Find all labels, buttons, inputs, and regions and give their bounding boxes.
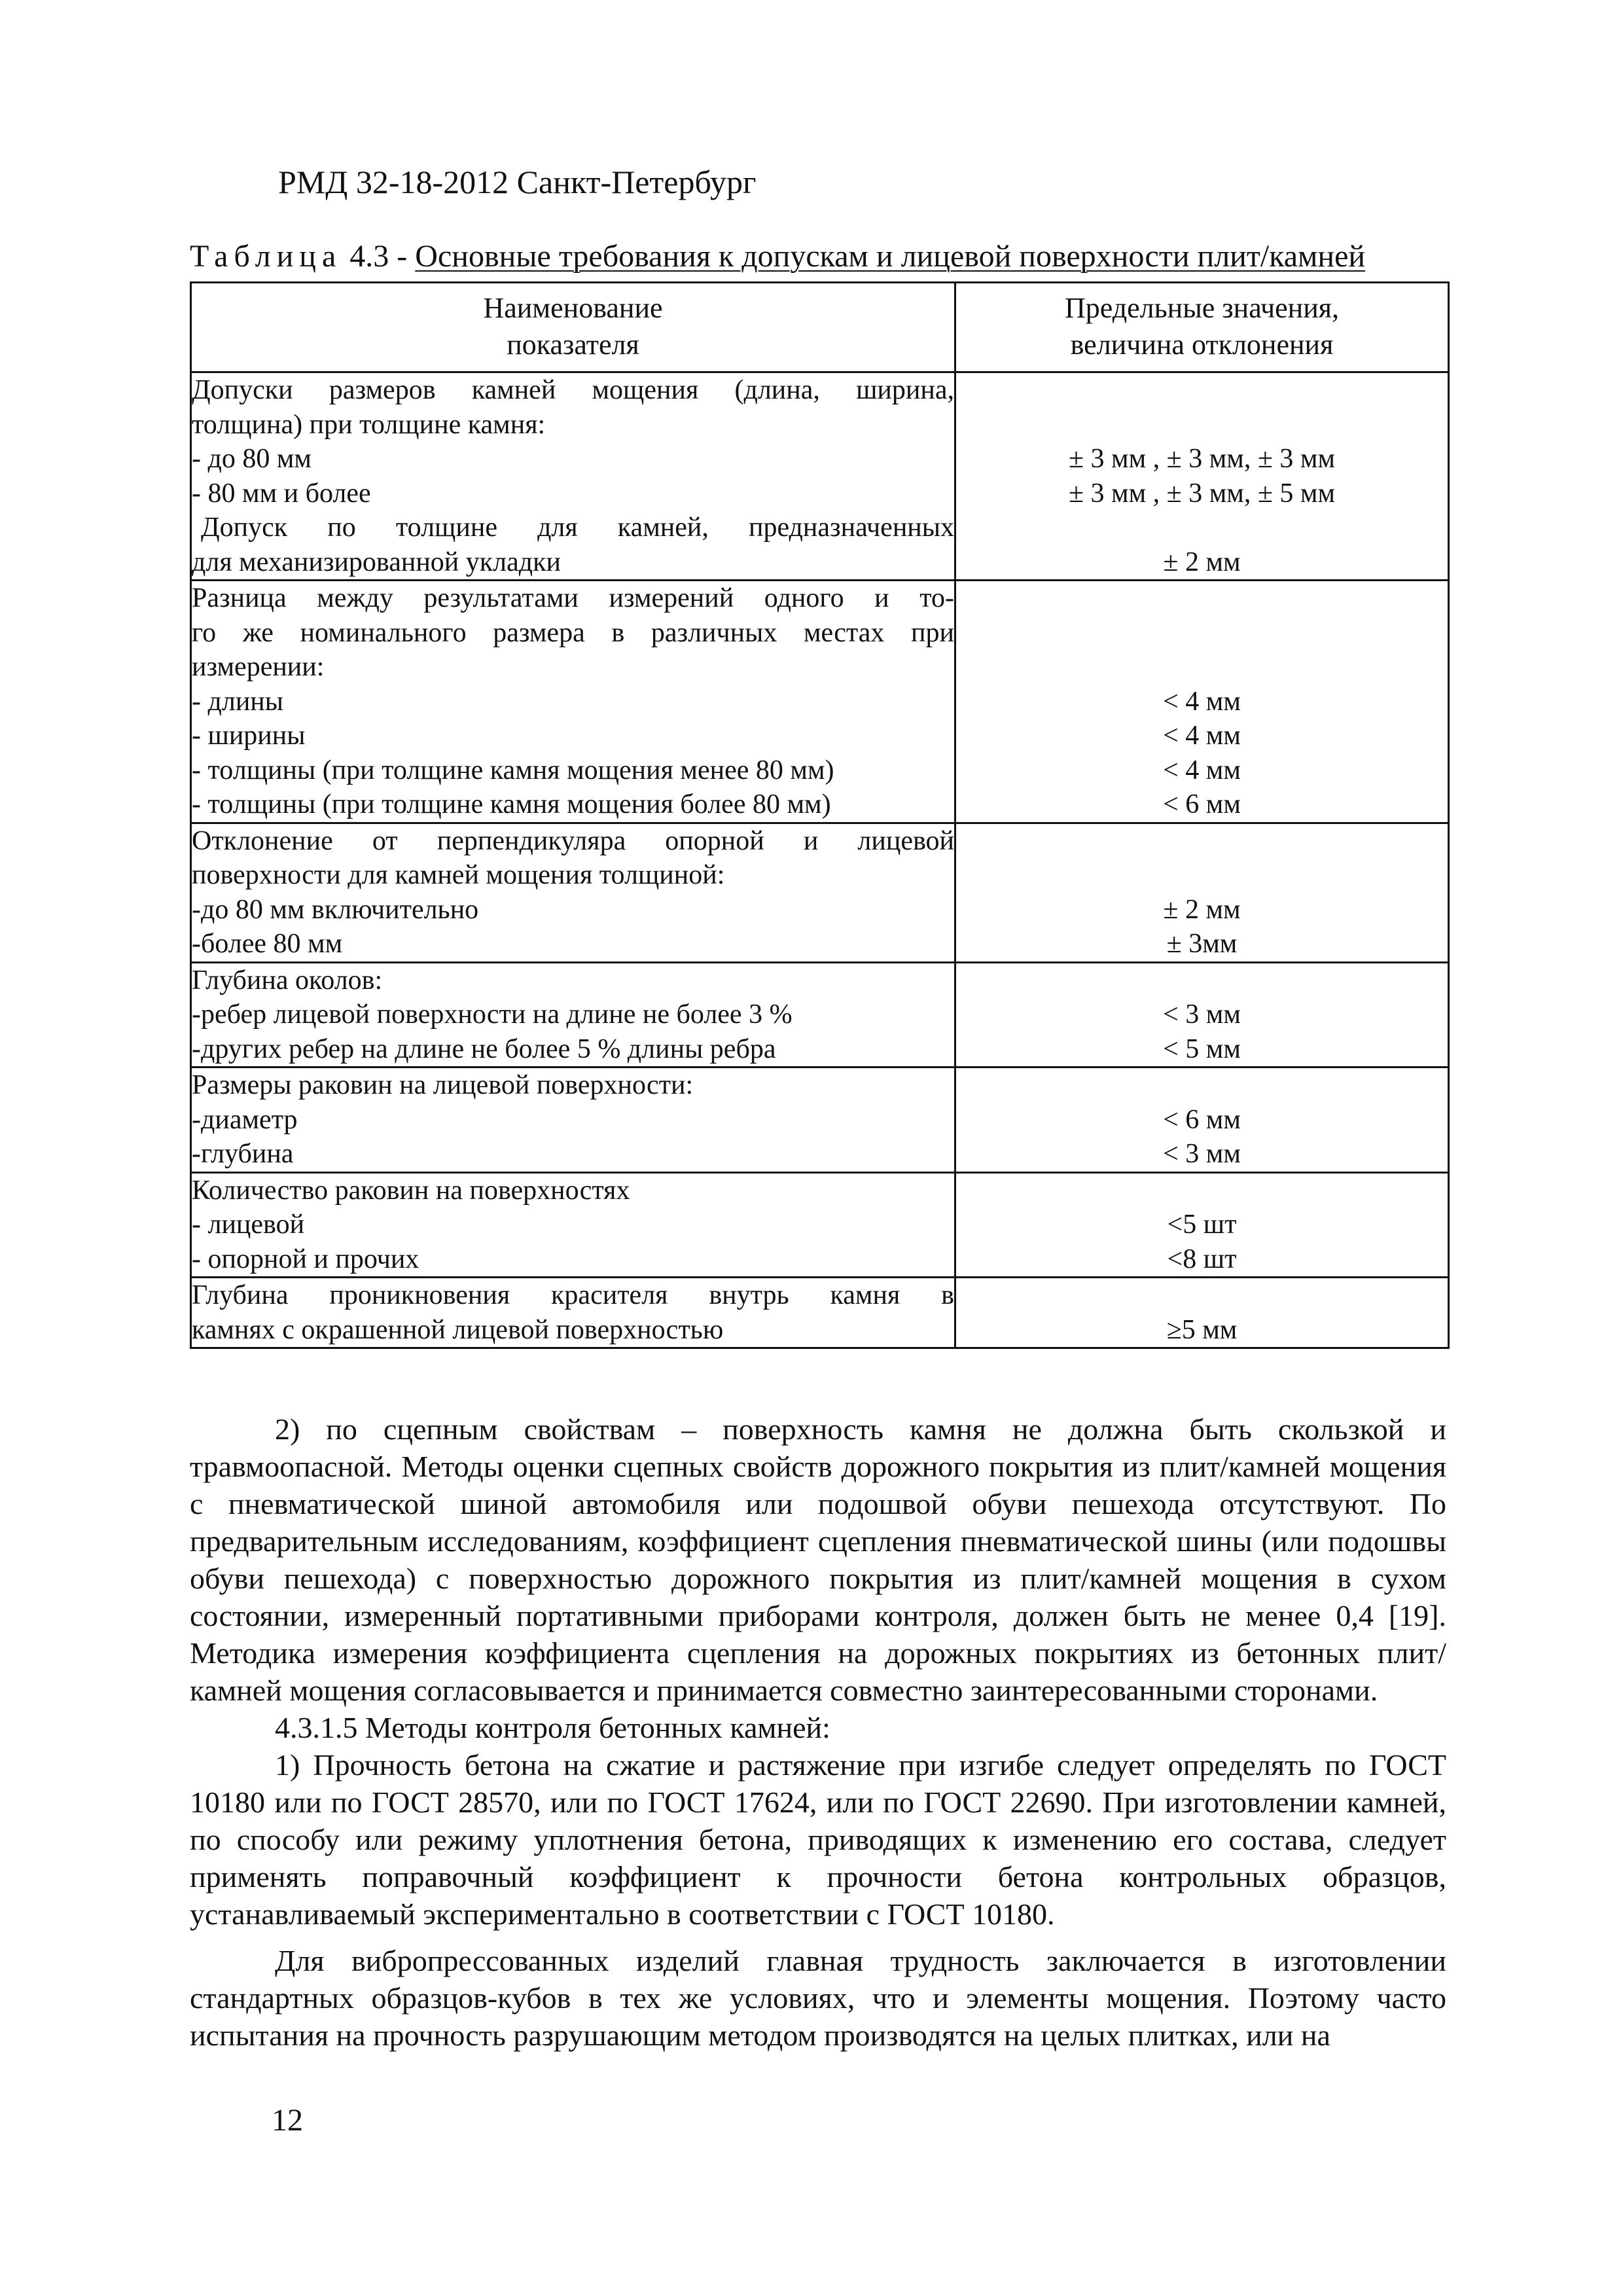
table-row [191,1172,1449,1278]
table-header-row [191,283,1449,372]
row-values: < 4 мм < 4 мм < 4 мм < 6 мм [955,581,1449,823]
table-row [191,581,1449,823]
row-label: Размеры раковин на лицевой поверхности: -диаметр -глубина [191,1067,955,1173]
row-label: Глубина околов: -ребер лицевой поверхности на длине не более 3 % -других ребер на длине не более 5 % длины ребра [191,962,955,1067]
table-row [191,823,1449,962]
row-label: Глубина проникновения красителя внутрь камня в камнях с окрашенной лицевой поверхностью [191,1278,955,1348]
row-values: <5 шт <8 шт [955,1172,1449,1278]
table-caption-prefix: Таблица [190,239,342,274]
requirements-table [190,281,1450,1349]
paragraph-section-heading: 4.3.1.5 Методы контроля бетонных камней: [275,1711,830,1744]
row-values: < 6 мм < 3 мм [955,1067,1449,1173]
document-header: РМД 32-18-2012 Санкт-Петербург [278,164,757,200]
table-caption-text: Основные требования к допускам и лицевой поверхности плит/камней [415,239,1366,274]
table-row [191,372,1449,581]
paragraph-strength: 1) Прочность бетона на сжатие и растяжение при изгибе следует определять по ГОСТ 10180 или по ГОСТ 28570, или по ГОСТ 17624, или по ГОСТ 22690. При изготовлении камней, по способу или режиму уплотнения бетона, приводящих к изменению его состава, следует применять поправочный коэффициент к прочности бетона контрольных образцов, устанавливаемый экспериментально в соответствии с ГОСТ 10180. [190,1748,1446,1931]
column-header-values: Предельные значения, величина отклонения [955,283,1449,372]
row-label: Количество раковин на поверхностях - лицевой - опорной и прочих [191,1172,955,1278]
table-caption [190,237,1365,276]
row-values: ≥5 мм [955,1278,1449,1348]
body-text [190,1410,1446,2054]
row-label: Допуски размеров камней мощения (длина, ширина, толщина) при толщине камня: - до 80 мм - 80 мм и более Допуск по толщине для камней, предназначенных для механизированной укладки [191,372,955,581]
table-row [191,1067,1449,1173]
row-label: Разница между результатами измерений одного и то- го же номинального размера в различных местах при измерении: - длины - ширины - толщины (при толщине камня мощения менее 80 мм) - толщины (при толщине камня мощения более 80 мм) [191,581,955,823]
column-header-name: Наименование показателя [191,283,955,372]
row-values: < 3 мм < 5 мм [955,962,1449,1067]
row-values: ± 2 мм ± 3мм [955,823,1449,962]
table-caption-number: 4.3 - [349,239,416,274]
paragraph-vibropressed: Для вибропрессованных изделий главная трудность заключается в изготовлении стандартных образцов-кубов в тех же условиях, что и элементы мощения. Поэтому часто испытания на прочность разрушающим методом производятся на целых плитках, или на [190,1944,1446,2052]
page-number: 12 [272,2103,303,2138]
row-label: Отклонение от перпендикуляра опорной и лицевой поверхности для камней мощения толщиной: -до 80 мм включительно -более 80 мм [191,823,955,962]
table-row [191,1278,1449,1348]
table-row [191,962,1449,1067]
paragraph-adhesion: 2) по сцепным свойствам – поверхность камня не должна быть скользкой и травмоопасной. Методы оценки сцепных свойств дорожного покрытия из плит/камней мощения с пневматической шиной автомобиля или подошвой обуви пешехода отсутствуют. По предварительным исследованиям, коэффициент сцепления пневматической шины (или подошвы обуви пешехода) с поверхностью дорожного покрытия из плит/камней мощения в сухом состоянии, измеренный портативными приборами контроля, должен быть не менее 0,4 [19]. Методика измерения коэффициента сцепления на дорожных покрытиях из бетонных плит/камней мощения согласовывается и принимается совместно заинтересованными сторонами. [190,1412,1446,1707]
row-values: ± 3 мм , ± 3 мм, ± 3 мм ± 3 мм , ± 3 мм, ± 5 мм ± 2 мм [955,372,1449,581]
